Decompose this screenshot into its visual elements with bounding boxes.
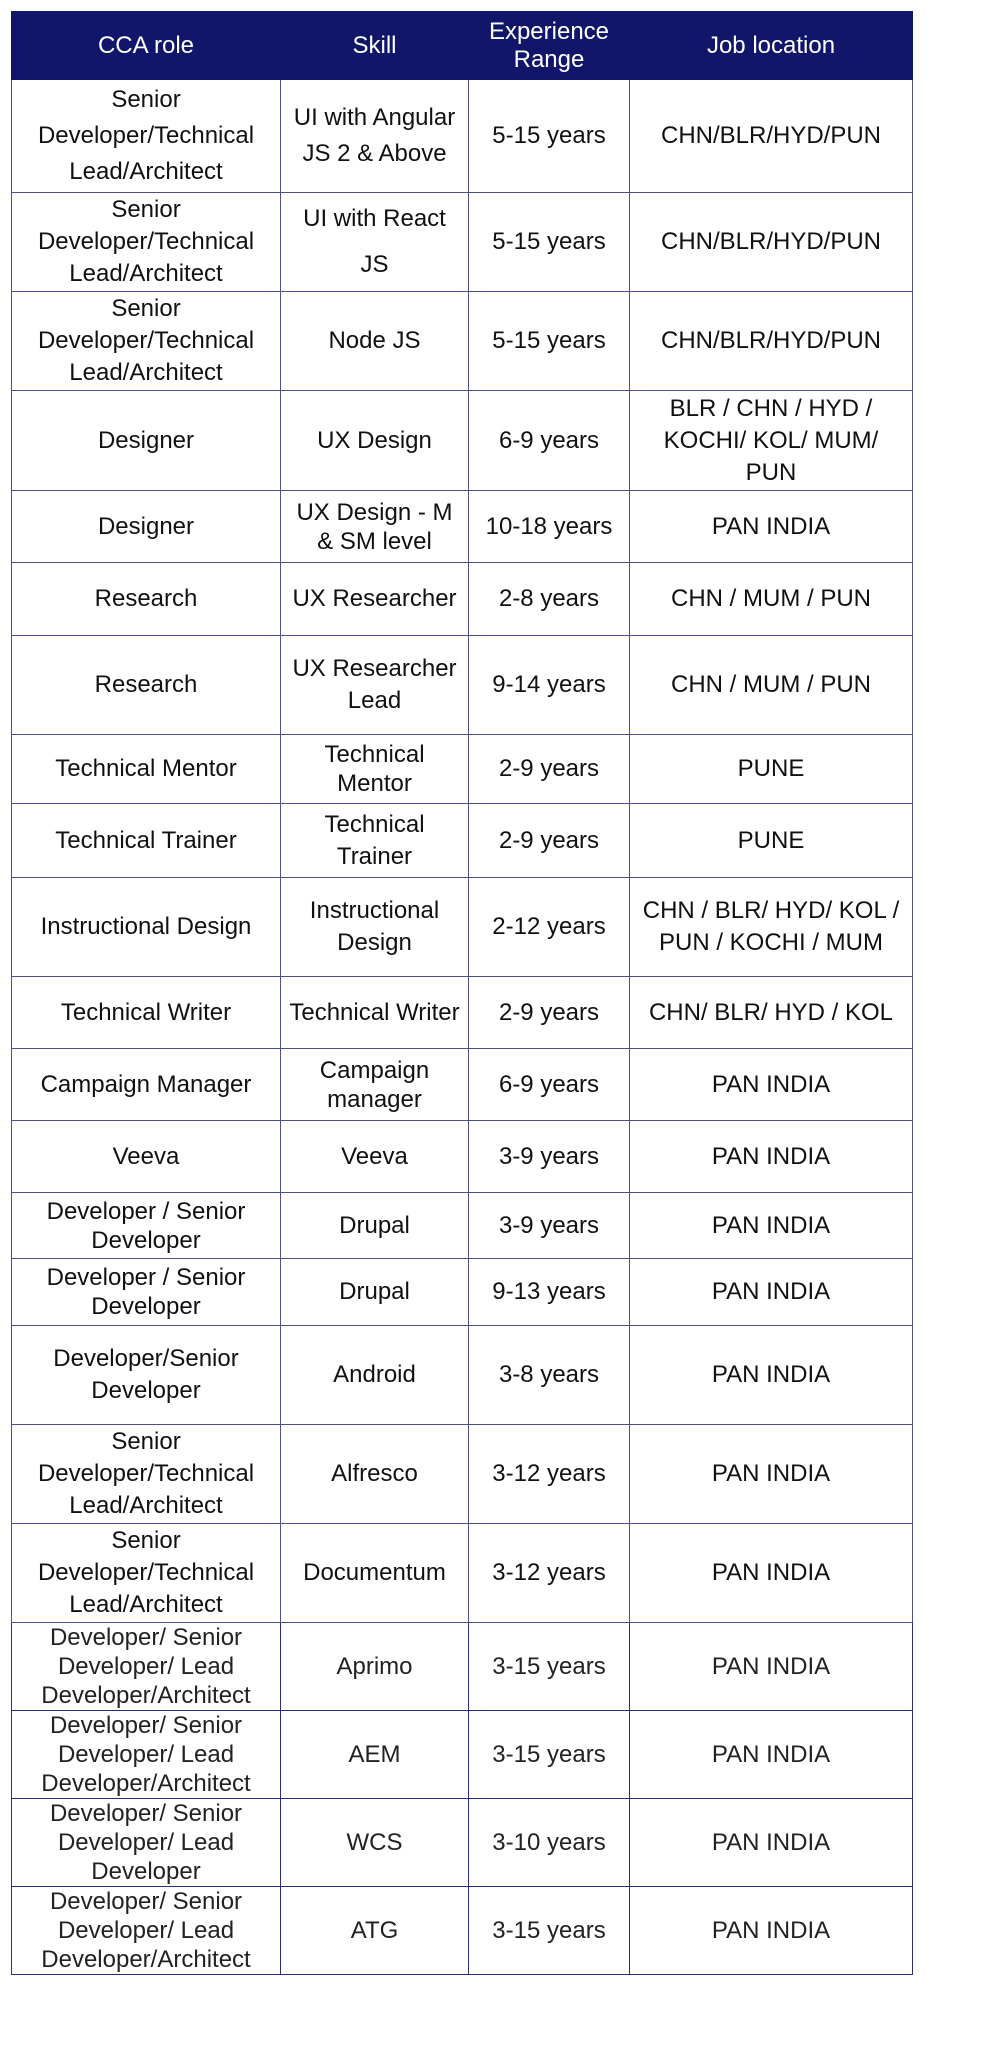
cell-location: CHN / BLR/ HYD/ KOL / PUN / KOCHI / MUM bbox=[630, 878, 913, 977]
cell-experience: 5-15 years bbox=[469, 80, 630, 193]
job-openings-sheet bbox=[11, 11, 912, 1975]
table-row bbox=[12, 735, 913, 804]
cell-location: PAN INDIA bbox=[630, 1259, 913, 1326]
cell-experience: 9-14 years bbox=[469, 636, 630, 735]
cell-skill: Android bbox=[281, 1326, 469, 1425]
cell-role: Designer bbox=[12, 491, 281, 563]
cell-location: PAN INDIA bbox=[630, 1524, 913, 1623]
cell-skill: Drupal bbox=[281, 1259, 469, 1326]
cell-skill: Alfresco bbox=[281, 1425, 469, 1524]
header-job-location: Job location bbox=[630, 12, 913, 80]
cell-role: Senior Developer/Technical Lead/Architect bbox=[12, 1524, 281, 1623]
cell-experience: 3-9 years bbox=[469, 1193, 630, 1259]
cell-role: Senior Developer/Technical Lead/Architect bbox=[12, 292, 281, 391]
table-row bbox=[12, 1623, 913, 1711]
cell-experience: 2-9 years bbox=[469, 735, 630, 804]
cell-skill: UX Design bbox=[281, 391, 469, 491]
table-row bbox=[12, 193, 913, 292]
cell-experience: 3-9 years bbox=[469, 1121, 630, 1193]
cell-role: Instructional Design bbox=[12, 878, 281, 977]
cell-experience: 3-15 years bbox=[469, 1711, 630, 1799]
cell-location: PAN INDIA bbox=[630, 1887, 913, 1975]
cell-role: Developer/ Senior Developer/ Lead Developer/Architect bbox=[12, 1887, 281, 1975]
cell-experience: 6-9 years bbox=[469, 391, 630, 491]
table-row bbox=[12, 80, 913, 193]
cell-skill: Technical Trainer bbox=[281, 804, 469, 878]
cell-role: Developer/ Senior Developer/ Lead Developer bbox=[12, 1799, 281, 1887]
cell-role: Designer bbox=[12, 391, 281, 491]
cell-experience: 9-13 years bbox=[469, 1259, 630, 1326]
cell-role: Campaign Manager bbox=[12, 1049, 281, 1121]
cell-skill: Aprimo bbox=[281, 1623, 469, 1711]
header-row bbox=[12, 12, 913, 80]
cell-role: Technical Writer bbox=[12, 977, 281, 1049]
cell-location: CHN / MUM / PUN bbox=[630, 636, 913, 735]
cell-skill: WCS bbox=[281, 1799, 469, 1887]
cell-skill: Technical Mentor bbox=[281, 735, 469, 804]
cell-experience: 6-9 years bbox=[469, 1049, 630, 1121]
cell-role: Veeva bbox=[12, 1121, 281, 1193]
cell-experience: 2-9 years bbox=[469, 804, 630, 878]
cell-location: BLR / CHN / HYD / KOCHI/ KOL/ MUM/ PUN bbox=[630, 391, 913, 491]
cell-experience: 5-15 years bbox=[469, 193, 630, 292]
cell-role: Developer / Senior Developer bbox=[12, 1259, 281, 1326]
cell-skill: UX Design - M & SM level bbox=[281, 491, 469, 563]
cell-role: Technical Mentor bbox=[12, 735, 281, 804]
table-row bbox=[12, 1193, 913, 1259]
table-row bbox=[12, 636, 913, 735]
cell-experience: 2-9 years bbox=[469, 977, 630, 1049]
cell-location: CHN/ BLR/ HYD / KOL bbox=[630, 977, 913, 1049]
cell-skill: Drupal bbox=[281, 1193, 469, 1259]
cell-skill: AEM bbox=[281, 1711, 469, 1799]
cell-role: Technical Trainer bbox=[12, 804, 281, 878]
job-openings-table bbox=[11, 11, 913, 1975]
cell-experience: 3-12 years bbox=[469, 1524, 630, 1623]
cell-location: PAN INDIA bbox=[630, 491, 913, 563]
table-row bbox=[12, 1121, 913, 1193]
cell-skill: UX Researcher bbox=[281, 563, 469, 636]
cell-experience: 3-8 years bbox=[469, 1326, 630, 1425]
cell-skill: Node JS bbox=[281, 292, 469, 391]
table-row bbox=[12, 1887, 913, 1975]
cell-location: CHN/BLR/HYD/PUN bbox=[630, 80, 913, 193]
cell-location: PAN INDIA bbox=[630, 1049, 913, 1121]
cell-experience: 5-15 years bbox=[469, 292, 630, 391]
table-header bbox=[12, 12, 913, 80]
table-row bbox=[12, 1326, 913, 1425]
cell-experience: 2-12 years bbox=[469, 878, 630, 977]
cell-location: CHN/BLR/HYD/PUN bbox=[630, 292, 913, 391]
cell-role: Developer/ Senior Developer/ Lead Developer/Architect bbox=[12, 1623, 281, 1711]
cell-role: Developer/Senior Developer bbox=[12, 1326, 281, 1425]
cell-role: Developer/ Senior Developer/ Lead Developer/Architect bbox=[12, 1711, 281, 1799]
cell-location: PAN INDIA bbox=[630, 1425, 913, 1524]
cell-skill: Campaign manager bbox=[281, 1049, 469, 1121]
cell-location: CHN / MUM / PUN bbox=[630, 563, 913, 636]
table-body bbox=[12, 80, 913, 1975]
cell-experience: 3-12 years bbox=[469, 1425, 630, 1524]
table-row bbox=[12, 977, 913, 1049]
table-row bbox=[12, 1799, 913, 1887]
cell-skill: Documentum bbox=[281, 1524, 469, 1623]
table-row bbox=[12, 1711, 913, 1799]
cell-skill: UX Researcher Lead bbox=[281, 636, 469, 735]
table-row bbox=[12, 1259, 913, 1326]
table-row bbox=[12, 491, 913, 563]
cell-location: PAN INDIA bbox=[630, 1623, 913, 1711]
cell-skill: UI with React JS bbox=[281, 193, 469, 292]
cell-experience: 3-15 years bbox=[469, 1887, 630, 1975]
table-row bbox=[12, 1524, 913, 1623]
cell-location: PUNE bbox=[630, 735, 913, 804]
table-row bbox=[12, 563, 913, 636]
cell-role: Senior Developer/Technical Lead/Architect bbox=[12, 193, 281, 292]
cell-role: Research bbox=[12, 636, 281, 735]
cell-location: PAN INDIA bbox=[630, 1711, 913, 1799]
header-experience-range: Experience Range bbox=[469, 12, 630, 80]
cell-skill: ATG bbox=[281, 1887, 469, 1975]
table-row bbox=[12, 391, 913, 491]
cell-location: PAN INDIA bbox=[630, 1193, 913, 1259]
cell-role: Senior Developer/Technical Lead/Architect bbox=[12, 1425, 281, 1524]
cell-experience: 2-8 years bbox=[469, 563, 630, 636]
table-row bbox=[12, 878, 913, 977]
cell-skill: UI with Angular JS 2 & Above bbox=[281, 80, 469, 193]
cell-experience: 3-10 years bbox=[469, 1799, 630, 1887]
cell-experience: 3-15 years bbox=[469, 1623, 630, 1711]
cell-location: PAN INDIA bbox=[630, 1799, 913, 1887]
cell-role: Senior Developer/Technical Lead/Architect bbox=[12, 80, 281, 193]
cell-skill: Instructional Design bbox=[281, 878, 469, 977]
cell-location: PAN INDIA bbox=[630, 1121, 913, 1193]
table-row bbox=[12, 1425, 913, 1524]
table-row bbox=[12, 1049, 913, 1121]
cell-location: PAN INDIA bbox=[630, 1326, 913, 1425]
cell-role: Research bbox=[12, 563, 281, 636]
cell-location: PUNE bbox=[630, 804, 913, 878]
cell-location: CHN/BLR/HYD/PUN bbox=[630, 193, 913, 292]
table-row bbox=[12, 292, 913, 391]
cell-role: Developer / Senior Developer bbox=[12, 1193, 281, 1259]
cell-experience: 10-18 years bbox=[469, 491, 630, 563]
table-row bbox=[12, 804, 913, 878]
header-skill: Skill bbox=[281, 12, 469, 80]
cell-skill: Veeva bbox=[281, 1121, 469, 1193]
header-cca-role: CCA role bbox=[12, 12, 281, 80]
cell-skill: Technical Writer bbox=[281, 977, 469, 1049]
